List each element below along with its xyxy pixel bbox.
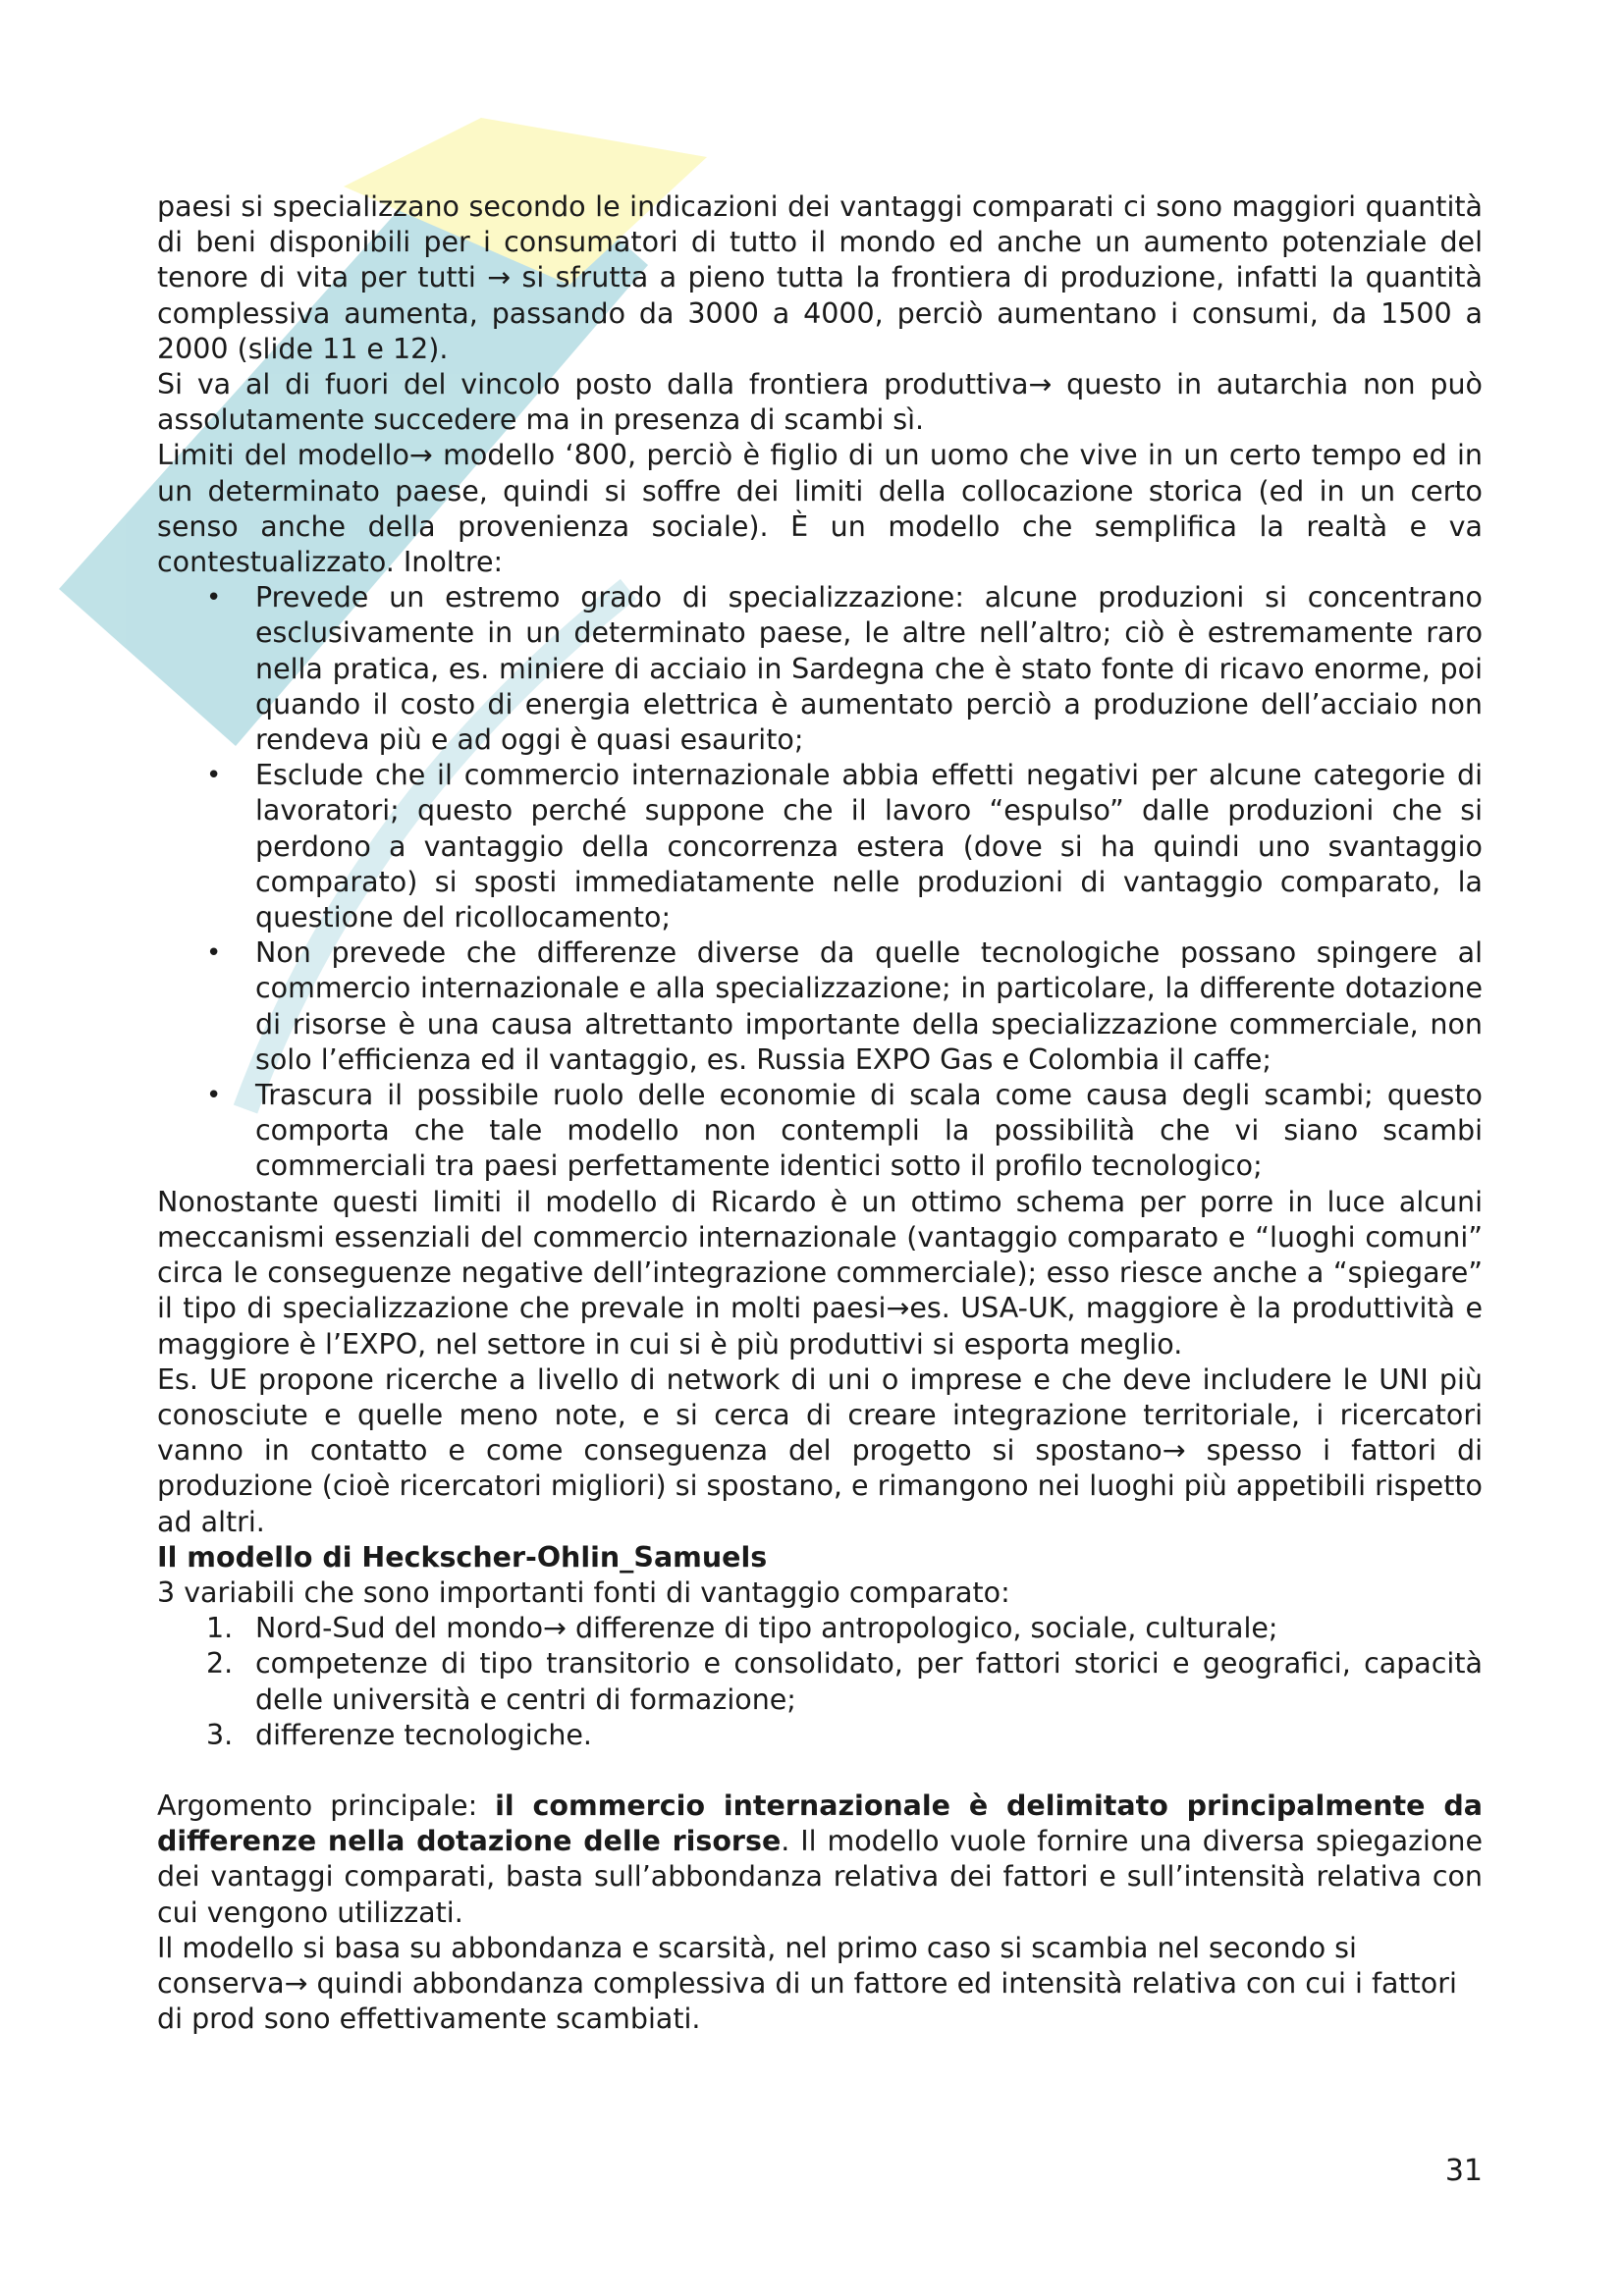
paragraph: Es. UE propone ricerche a livello di network di uni o imprese e che deve includere le UNI più conosciute e quelle meno note, e si cerca di creare integrazione territoriale, i ricercatori vanno in contatto e come conseguenza del progetto si spostano→ spesso i fattori di produzione (cioè ricercatori migliori) si spostano, e rimangono nei luoghi più appetibili rispetto ad altri. — [157, 1362, 1483, 1538]
limits-bullet-list — [157, 580, 1483, 1184]
item-text: differenze tecnologiche. — [255, 1718, 592, 1751]
item-number: 2. — [206, 1647, 234, 1681]
section-heading: Il modello di Heckscher-Ohlin_Samuels — [157, 1540, 768, 1574]
numbered-item — [157, 1611, 1483, 1646]
paragraph: Nonostante questi limiti il modello di Ricardo è un ottimo schema per porre in luce alcuni meccanismi essenziali del commercio internazionale (vantaggio comparato e “luoghi comuni” circa le conseguenze negative dell’integrazione commerciale); esso riesce anche a “spiegare” il tipo di specializzazione che prevale in molti paesi→es. USA-UK, maggiore è la produttività e maggiore è l’EXPO, nel settore in cui si è più produttivi si esporta meglio. — [157, 1185, 1483, 1361]
item-number: 3. — [206, 1718, 234, 1751]
paragraph: paesi si specializzano secondo le indicazioni dei vantaggi comparati ci sono maggiori quantità di beni disponibili per i consumatori di tutto il mondo ed anche un aumento potenziale del tenore di vita per tutti → si sfrutta a pieno tutta la frontiera di produzione, infatti la quantità complessiva aumenta, passando da 3000 a 4000, perciò aumentano i consumi, da 1500 a 2000 (slide 11 e 12). — [157, 190, 1483, 365]
item-text: competenze di tipo transitorio e consolidato, per fattori storici e geografici, capacità delle università e centri di formazione; — [255, 1647, 1483, 1716]
spacer — [157, 1753, 1483, 1789]
argument-prefix: Argomento principale: — [157, 1789, 496, 1822]
item-text: Nord-Sud del mondo→ differenze di tipo antropologico, sociale, culturale; — [255, 1612, 1278, 1645]
paragraph: Il modello si basa su abbondanza e scarsità, nel primo caso si scambia nel secondo si conserva→ quindi abbondanza complessiva di un fattore ed intensità relativa con cui i fattori di prod sono effettivamente scambiati. — [157, 1931, 1457, 2036]
numbered-item — [157, 1646, 1483, 1717]
bullet-item — [157, 935, 1483, 1078]
page-number: 31 — [1444, 2154, 1483, 2188]
bullet-icon: • — [206, 761, 222, 791]
bullet-icon: • — [206, 938, 222, 969]
variables-numbered-list — [157, 1611, 1483, 1753]
argument-bold: il commercio internazionale è delimitato principalmente da differenze nella dotazione delle risorse — [157, 1789, 1483, 1858]
bullet-icon: • — [206, 583, 222, 614]
list-intro: 3 variabili che sono importanti fonti di vantaggio comparato: — [157, 1575, 1010, 1609]
document-page — [157, 189, 1483, 2037]
numbered-item — [157, 1718, 1483, 1753]
argument-paragraph — [157, 1789, 1483, 1931]
bullet-text: Trascura il possibile ruolo delle economie di scala come causa degli scambi; questo comporta che tale modello non contempli la possibilità che vi siano scambi commerciali tra paesi perfettamente identici sotto il profilo tecnologico; — [255, 1079, 1483, 1183]
bullet-text: Prevede un estremo grado di specializzazione: alcune produzioni si concentrano esclusivamente in un determinato paese, le altre nell’altro; ciò è estremamente raro nella pratica, es. miniere di acciaio in Sardegna che è stato fonte di ricavo enorme, poi quando il costo di energia elettrica è aumentato perciò a produzione dell’acciaio non rendeva più e ad oggi è quasi esaurito; — [255, 581, 1483, 757]
bullet-item — [157, 758, 1483, 935]
bullet-item — [157, 1078, 1483, 1185]
bullet-text: Non prevede che differenze diverse da quelle tecnologiche possano spingere al commercio internazionale e alla specializzazione; in particolare, la differente dotazione di risorse è una causa altrettanto importante della specializzazione commerciale, non solo l’efficienza ed il vantaggio, es. Russia EXPO Gas e Colombia il caffe; — [255, 936, 1483, 1076]
argument-suffix: . Il modello vuole fornire una diversa spiegazione dei vantaggi comparati, basta sull’abbondanza relativa dei fattori e sull’intensità relativa con cui vengono utilizzati. — [157, 1825, 1483, 1929]
bullet-text: Esclude che il commercio internazionale abbia effetti negativi per alcune categorie di lavoratori; questo perché suppone che il lavoro “espulso” dalle produzioni che si perdono a vantaggio della concorrenza estera (dove si ha quindi uno svantaggio comparato) si sposti immediatamente nelle produzioni di vantaggio comparato, la questione del ricollocamento; — [255, 759, 1483, 934]
bullet-item — [157, 580, 1483, 758]
bullet-icon: • — [206, 1081, 222, 1111]
paragraph: Limiti del modello→ modello ‘800, perciò è figlio di un uomo che vive in un certo tempo ed in un determinato paese, quindi si soffre dei limiti della collocazione storica (ed in un certo senso anche della provenienza sociale). È un modello che semplifica la realtà e va contestualizzato. Inoltre: — [157, 439, 1483, 579]
item-number: 1. — [206, 1612, 234, 1645]
paragraph: Si va al di fuori del vincolo posto dalla frontiera produttiva→ questo in autarchia non può assolutamente succedere ma in presenza di scambi sì. — [157, 368, 1483, 437]
